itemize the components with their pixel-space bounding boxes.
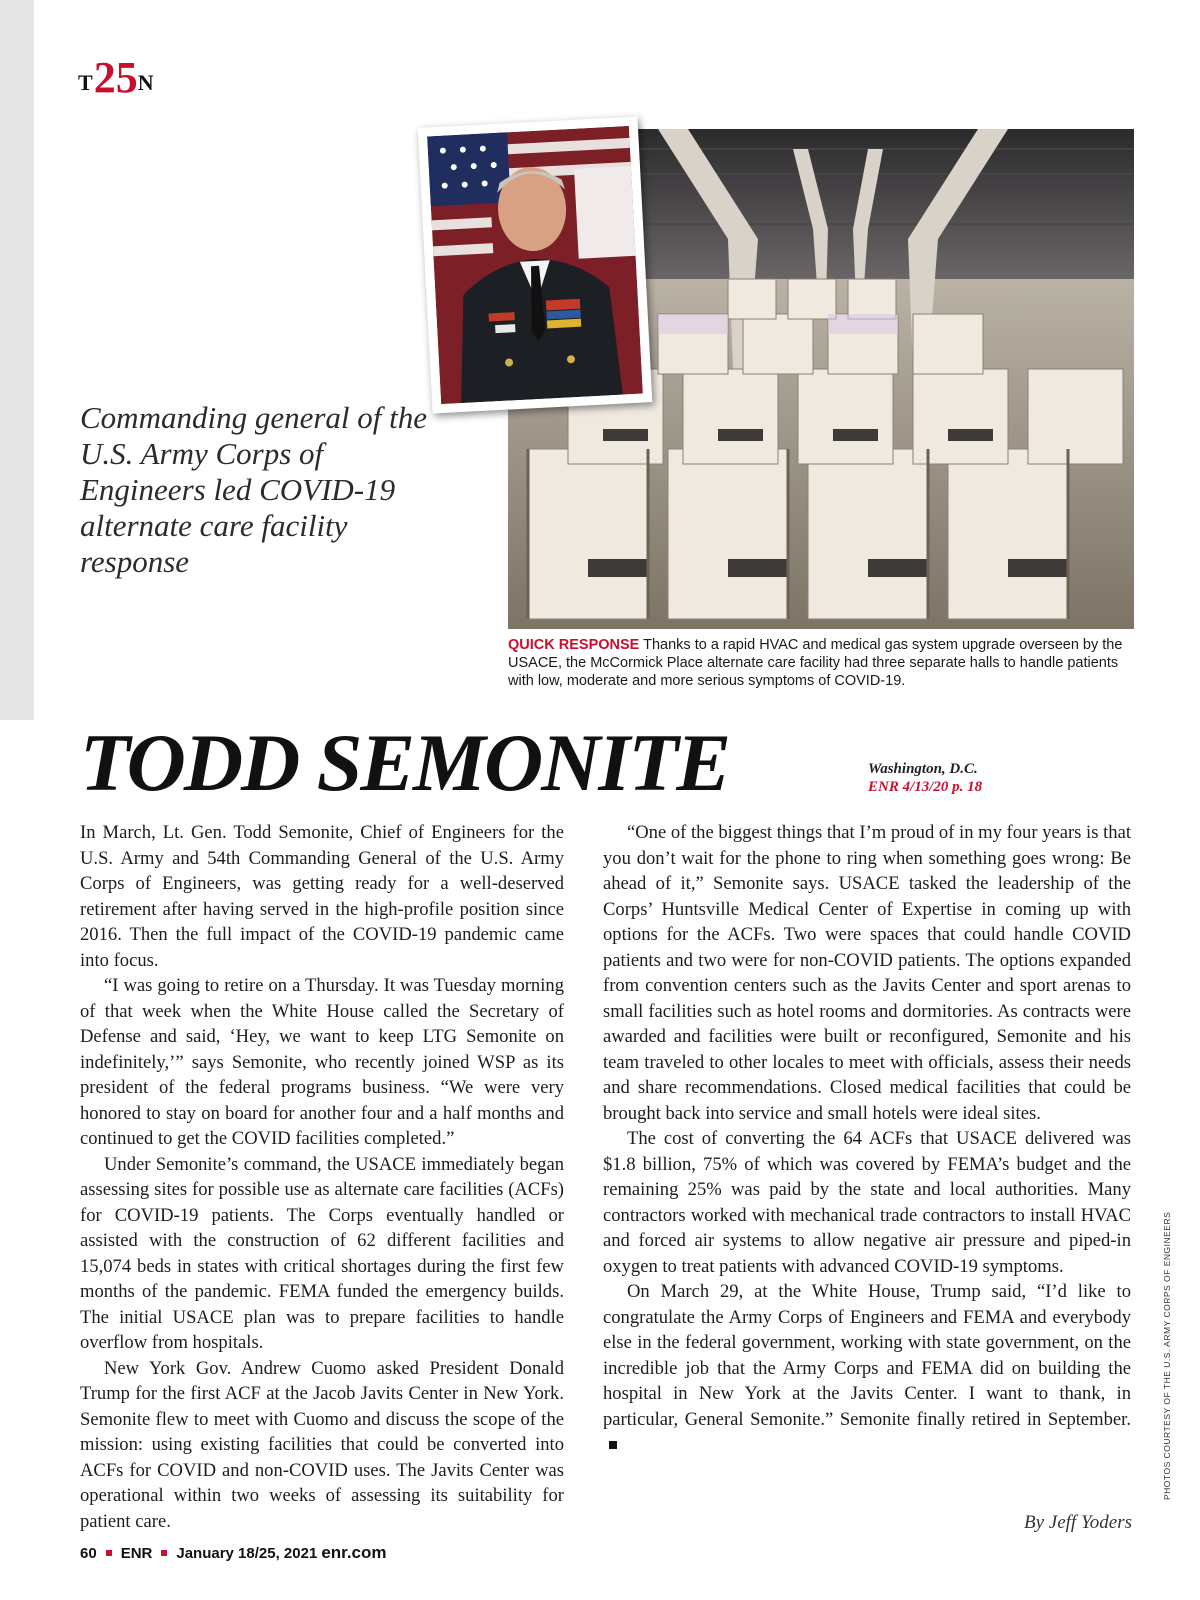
body-column-2 bbox=[603, 820, 1131, 1458]
section-logo bbox=[78, 50, 155, 100]
paragraph: In March, Lt. Gen. Todd Semonite, Chief of Engineers for the U.S. Army and 54th Commanding General of the U.S. Army Corps of Engineers, was getting ready for a well-deserved retirement after having served in the high-profile position since 2016. Then the full impact of the COVID-19 pandemic came into focus. bbox=[80, 822, 564, 971]
website-link[interactable]: enr.com bbox=[321, 1543, 387, 1562]
paragraph-final bbox=[603, 1279, 1131, 1458]
photo-caption bbox=[508, 636, 1138, 690]
caption-kicker: QUICK RESPONSE bbox=[508, 637, 640, 653]
byline: By Jeff Yoders bbox=[1023, 1512, 1132, 1533]
page-footer bbox=[80, 1543, 387, 1563]
separator-icon bbox=[161, 1550, 167, 1556]
headline: TODD SEMONITE bbox=[80, 717, 730, 808]
logo-prefix: T bbox=[78, 70, 94, 95]
photo-credit: PHOTOS COURTESY OF THE U.S. ARMY CORPS OF ENGINEERS bbox=[1162, 1211, 1172, 1500]
paragraph: “I was going to retire on a Thursday. It was Tuesday morning of that week when the White House called the Secretary of Defense and said, ‘Hey, we want to keep LTG Semonite on indefinitely,’” says Semonite, who recently joined WSP as its president of the federal programs business. “We were very honored to stay on board for another four and a half months and continued to get the COVID facilities completed.” bbox=[80, 975, 564, 1149]
caption-text: Thanks to a rapid HVAC and medical gas system upgrade overseen by the USACE, the McCormick Place alternate care facility had three separate halls to handle patients with low, moderate and more serious symptoms of COVID-19. bbox=[508, 637, 1123, 689]
portrait-photo-semonite bbox=[418, 116, 653, 413]
paragraph: New York Gov. Andrew Cuomo asked President Donald Trump for the first ACF at the Jacob Javits Center in New York. Semonite flew to meet with Cuomo and discuss the scope of the mission: using existing facilities that could be converted into ACFs for COVID and non-COVID uses. The Javits Center was operational within two weeks of assessing its suitability for patient care. bbox=[80, 1357, 564, 1532]
page-edge-band bbox=[0, 0, 34, 720]
dateline-city: Washington, D.C. bbox=[868, 761, 978, 777]
paragraph: “One of the biggest things that I’m proud of in my four years is that you don’t wait for the phone to ring when something goes wrong: Be ahead of it,” Semonite says. USACE tasked the leadership of the Corps’ Huntsville Medical Center of Expertise in coming up with options for the ACFs. Two were spaces that could handle COVID patients and two were for non-COVID patients. The options expanded from convention centers such as the Javits Center and sport arenas to small facilities such as hotel rooms and dormitories. As contracts were awarded and facilities were built or reconfigured, Semonite and his team traveled to other locales to meet with officials, assess their needs and share recommendations. Closed medical facilities that could be brought back into service and small hotels were ideal sites. bbox=[603, 822, 1131, 1124]
logo-number: 25 bbox=[93, 53, 138, 102]
magazine-name: ENR bbox=[120, 1545, 153, 1562]
logo-suffix: N bbox=[137, 70, 155, 95]
page-number: 60 bbox=[80, 1545, 97, 1562]
deck-subheading: Commanding general of the U.S. Army Corps of Engineers led COVID-19 alternate care facility response bbox=[80, 400, 427, 579]
dateline-reference: ENR 4/13/20 p. 18 bbox=[868, 779, 983, 795]
portrait-illustration bbox=[427, 126, 643, 404]
dateline bbox=[868, 760, 982, 796]
end-mark-icon bbox=[609, 1441, 617, 1449]
paragraph-final-text: On March 29, at the White House, Trump said, “I’d like to congratulate the Army Corps of Engineers and FEMA and everybody else in the federal government, working with state government, on the incredible job that the Army Corps and FEMA did on building the hospital in New York at the Javits Center. I want to thank, in particular, General Semonite.” Semonite finally retired in September. bbox=[603, 1281, 1131, 1430]
paragraph: The cost of converting the 64 ACFs that USACE delivered was $1.8 billion, 75% of which was covered by FEMA’s budget and the remaining 25% was paid by the state and local authorities. Many contractors worked with mechanical trade contractors to install HVAC and forced air systems to allow negative air pressure and piped-in oxygen to treat patients with advanced COVID-19 symptoms. bbox=[603, 1128, 1131, 1277]
body-column-1 bbox=[80, 820, 564, 1534]
issue-date: January 18/25, 2021 bbox=[176, 1545, 318, 1562]
separator-icon bbox=[106, 1550, 112, 1556]
paragraph: Under Semonite’s command, the USACE immediately began assessing sites for possible use as alternate care facilities (ACFs) for COVID-19 patients. The Corps eventually handled or assisted with the construction of 62 different facilities and 15,074 beds in states with critical shortages during the first few months of the pandemic. FEMA funded the emergency builds. The initial USACE plan was to prepare facilities to handle overflow from hospitals. bbox=[80, 1153, 564, 1353]
